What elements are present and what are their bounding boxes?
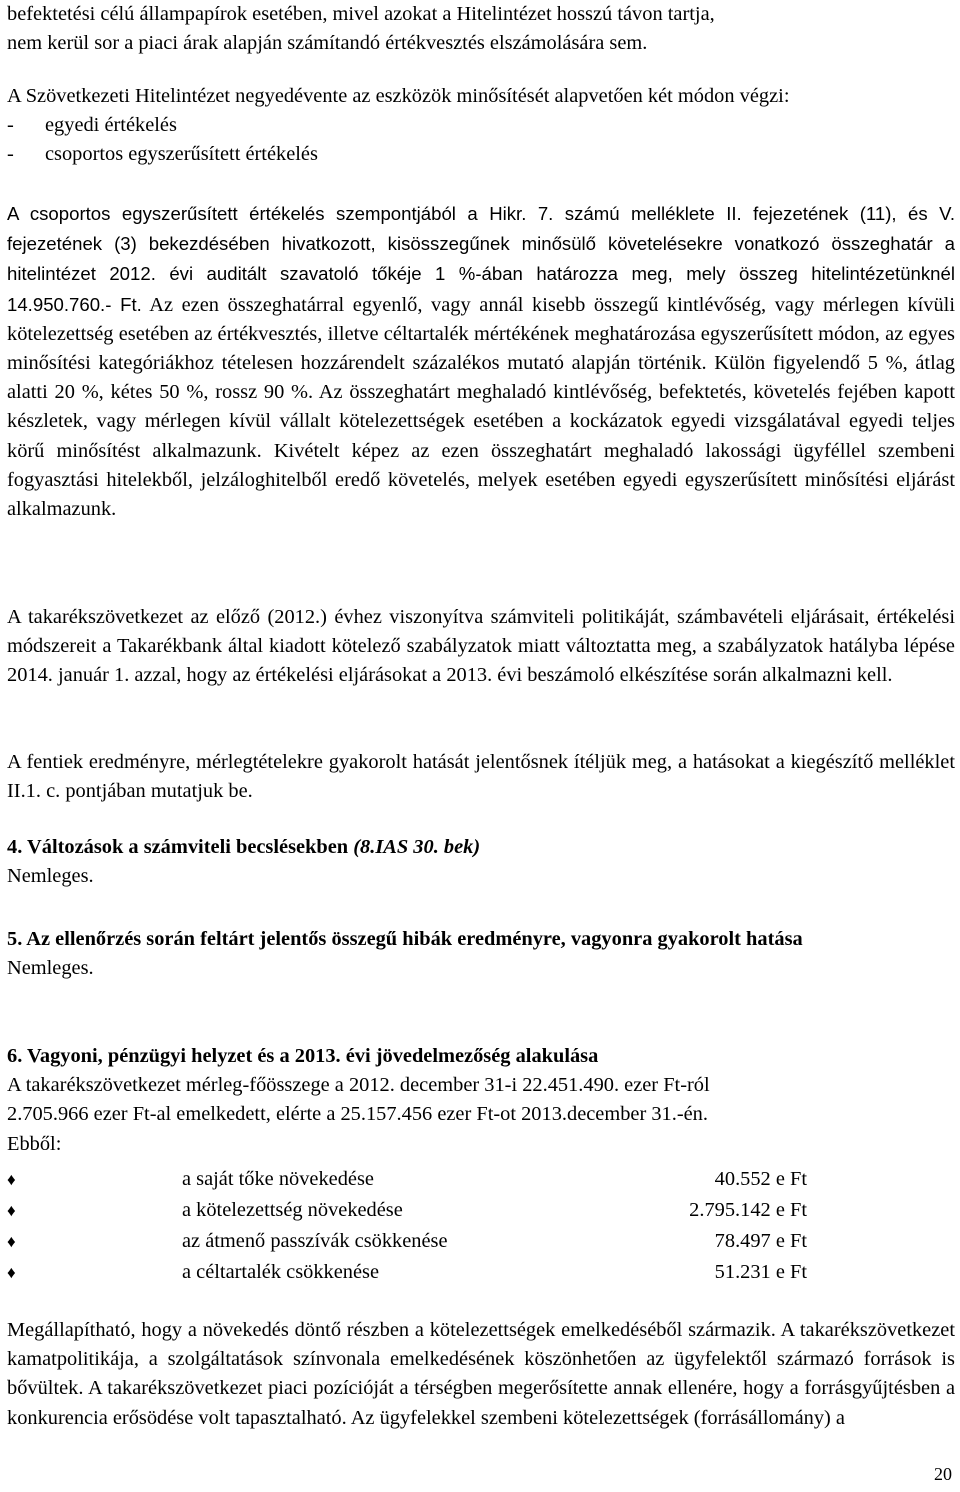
group-valuation-rest-text: Az ezen összeghatárral egyenlő, vagy annál kisebb összegű kintlévőség, vagy mérlegen kívüli kötelezettség esetében az értékvesztés, illetve céltartalék mértékének meghatározása egyszerűsített módon, az egyes minősítési kategóriákhoz tételesen hozzárendelt százalékos mutató alapján történik. Külön figyelendő 5 %, átlag alatti 20 %, kétes 50 %, rossz 90 %. Az összeghatárt meghaladó kintlévőség, befektetés, követelés fejében kapott készletek, vagy mérlegen kívül vállalt kötelezettségek esetében a kockázatok egyedi vizsgálatával egyedi teljes körű minősítést alkalmazunk. Kivételt képez az ezen összeghatárt meghaladó lakossági ügyféllel szembeni fogyasztási hitelekből, jelzáloghitelből eredő követelés, melyek esetében egyedi egyszerűsített minősítési eljárást alkalmazunk. [7, 293, 955, 521]
text-line: 2.705.966 ezer Ft-al emelkedett, elérte a 25.157.456 ezer Ft-ot 2013.december 31.-én. [7, 1103, 708, 1126]
item-amount: 51.231 e Ft [714, 1261, 807, 1283]
section-5-body: Nemleges. [7, 957, 94, 980]
item-label: az átmenő passzívák csökkenése [182, 1230, 448, 1252]
list-item [7, 1257, 955, 1288]
section-6-heading: 6. Vagyoni, pénzügyi helyzet és a 2013. évi jövedelmezőség alakulása [7, 1045, 599, 1067]
section-4-heading: 4. Változások a számviteli becslésekben (8.IAS 30. bek) [7, 836, 481, 858]
item-amount: 2.795.142 e Ft [689, 1199, 807, 1221]
section-5 [7, 925, 955, 983]
list-item: - egyedi értékelés [7, 114, 177, 137]
text-line: Ebből: [7, 1132, 62, 1155]
list-item [7, 1226, 955, 1257]
item-amount: 40.552 e Ft [714, 1168, 807, 1190]
item-label: a céltartalék csökkenése [182, 1261, 379, 1283]
section-4-body: Nemleges. [7, 865, 94, 888]
diamond-bullet-icon: ♦ [7, 1201, 16, 1220]
item-label: a saját tőke növekedése [182, 1168, 374, 1190]
qualification-intro: A Szövetkezeti Hitelintézet negyedévente az eszközök minősítését alapvetően két módon végzi: [7, 85, 790, 107]
page-number: 20 [934, 1464, 952, 1484]
item-amount: 78.497 e Ft [714, 1230, 807, 1252]
paragraph-qualification-methods [7, 82, 955, 170]
paragraph-group-valuation [7, 199, 955, 524]
paragraph-effects: A fentiek eredményre, mérlegtételekre gyakorolt hatását jelentősnek ítéljük meg, a hatásokat a kiegészítő melléklet II.1. c. pontjában mutatjuk be. [7, 751, 955, 803]
section-4 [7, 833, 955, 891]
paragraph-growth-analysis: Megállapítható, hogy a növekedés döntő részben a kötelezettségek emelkedéséből származik. A takarékszövetkezet kamatpolitikája, a szolgáltatások színvonala emelkedésének köszönhetően az ügyfelektől származó források is bővültek. A takarékszövetkezet piaci pozícióját a térségben megerősítette annak ellenére, hogy a forrásgyűjtésben a konkurencia erősödése volt tapasztalható. Az ügyfelekkel szembeni kötelezettségek (forrásállomány) a [7, 1319, 955, 1429]
diamond-bullet-icon: ♦ [7, 1170, 16, 1189]
paragraph-policy-change: A takarékszövetkezet az előző (2012.) évhez viszonyítva számviteli politikáját, számbavételi eljárásait, értékelési módszereit a Takarékbank által kiadott kötelező szabályzatok miatt változtatta meg, a szabályzatok hatályba lépése 2014. január 1. azzal, hogy az értékelési eljárásokat a 2013. évi beszámoló elkészítése során alkalmazni kell. [7, 606, 955, 687]
list-item: - csoportos egyszerűsített értékelés [7, 143, 318, 166]
section-6 [7, 1042, 955, 1159]
text-line: befektetési célú állampapírok esetében, mivel azokat a Hitelintézet hosszú távon tartja, [7, 3, 715, 25]
list-item [7, 1195, 955, 1226]
section-5-heading: 5. Az ellenőrzés során feltárt jelentős összegű hibák eredményre, vagyonra gyakorolt hatása [7, 928, 803, 950]
text-line: A takarékszövetkezet mérleg-főösszege a 2012. december 31-i 22.451.490. ezer Ft-ról [7, 1074, 710, 1097]
diamond-bullet-icon: ♦ [7, 1232, 16, 1251]
paragraph-securities [7, 0, 955, 58]
group-valuation-threshold-text: A csoportos egyszerűsített értékelés szempontjából a Hikr. 7. számú melléklete II. fejezetének (11), és V. fejezetének (3) bekezdésében hivatkozott, kisösszegűnek minősülő követelésekre vonatkozó összeghatár a hitelintézet 2012. évi auditált szavatoló tőkéje 1 %-ában határozza meg, mely összeg hitelintézetünknél 14.950.760.- Ft. [7, 203, 955, 315]
diamond-bullet-icon: ♦ [7, 1263, 16, 1282]
item-label: a kötelezettség növekedése [182, 1199, 403, 1221]
list-item [7, 1164, 955, 1195]
text-line: nem kerül sor a piaci árak alapján számítandó értékvesztés elszámolására sem. [7, 32, 648, 55]
